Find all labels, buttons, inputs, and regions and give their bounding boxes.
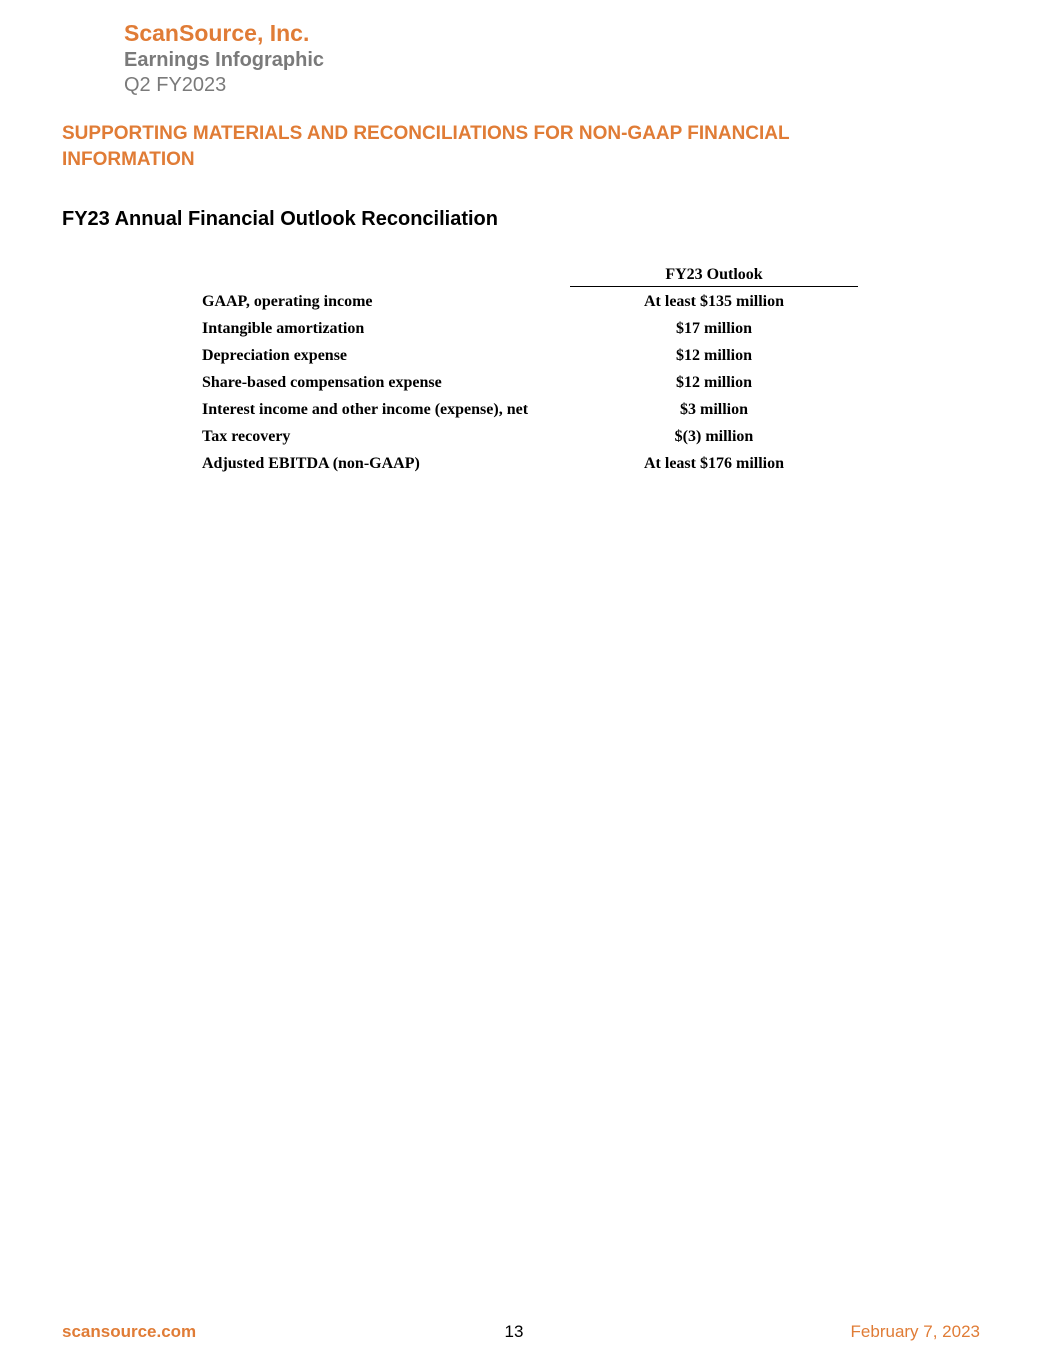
- reconciliation-table: [202, 262, 858, 477]
- row-value: $(3) million: [674, 428, 754, 445]
- table-row: [202, 423, 858, 450]
- document-subtitle: Earnings Infographic: [124, 49, 325, 71]
- row-value: At least $135 million: [644, 293, 784, 310]
- row-value: $17 million: [675, 320, 752, 337]
- footer-website: scansource.com: [62, 1322, 197, 1341]
- column-header-fy23-outlook: FY23 Outlook: [570, 265, 858, 287]
- page-number: 13: [504, 1322, 524, 1341]
- table-row: [202, 315, 858, 342]
- section-heading: SUPPORTING MATERIALS AND RECONCILIATIONS FOR NON-GAAP FINANCIAL INFORMATION: [62, 123, 790, 170]
- row-value: $3 million: [679, 401, 748, 418]
- table-row: [202, 342, 858, 369]
- table-row: [202, 396, 858, 423]
- fiscal-period: Q2 FY2023: [124, 74, 227, 96]
- table-row: [202, 369, 858, 396]
- row-value: At least $176 million: [644, 455, 784, 472]
- row-label: Interest income and other income (expense), net: [202, 401, 529, 418]
- table-row: [202, 288, 858, 315]
- company-name: ScanSource, Inc.: [124, 20, 310, 46]
- row-label: Adjusted EBITDA (non-GAAP): [202, 455, 420, 472]
- table-row: [202, 450, 858, 477]
- table-title: FY23 Annual Financial Outlook Reconciliation: [62, 208, 498, 230]
- footer-date: February 7, 2023: [850, 1322, 980, 1341]
- row-label: Depreciation expense: [202, 347, 348, 364]
- row-value: $12 million: [675, 347, 752, 364]
- row-value: $12 million: [675, 374, 752, 391]
- row-label: Intangible amortization: [202, 320, 365, 337]
- row-label: GAAP, operating income: [202, 293, 373, 310]
- row-label: Tax recovery: [202, 428, 291, 445]
- row-label: Share-based compensation expense: [202, 374, 442, 391]
- table-header: [202, 262, 858, 288]
